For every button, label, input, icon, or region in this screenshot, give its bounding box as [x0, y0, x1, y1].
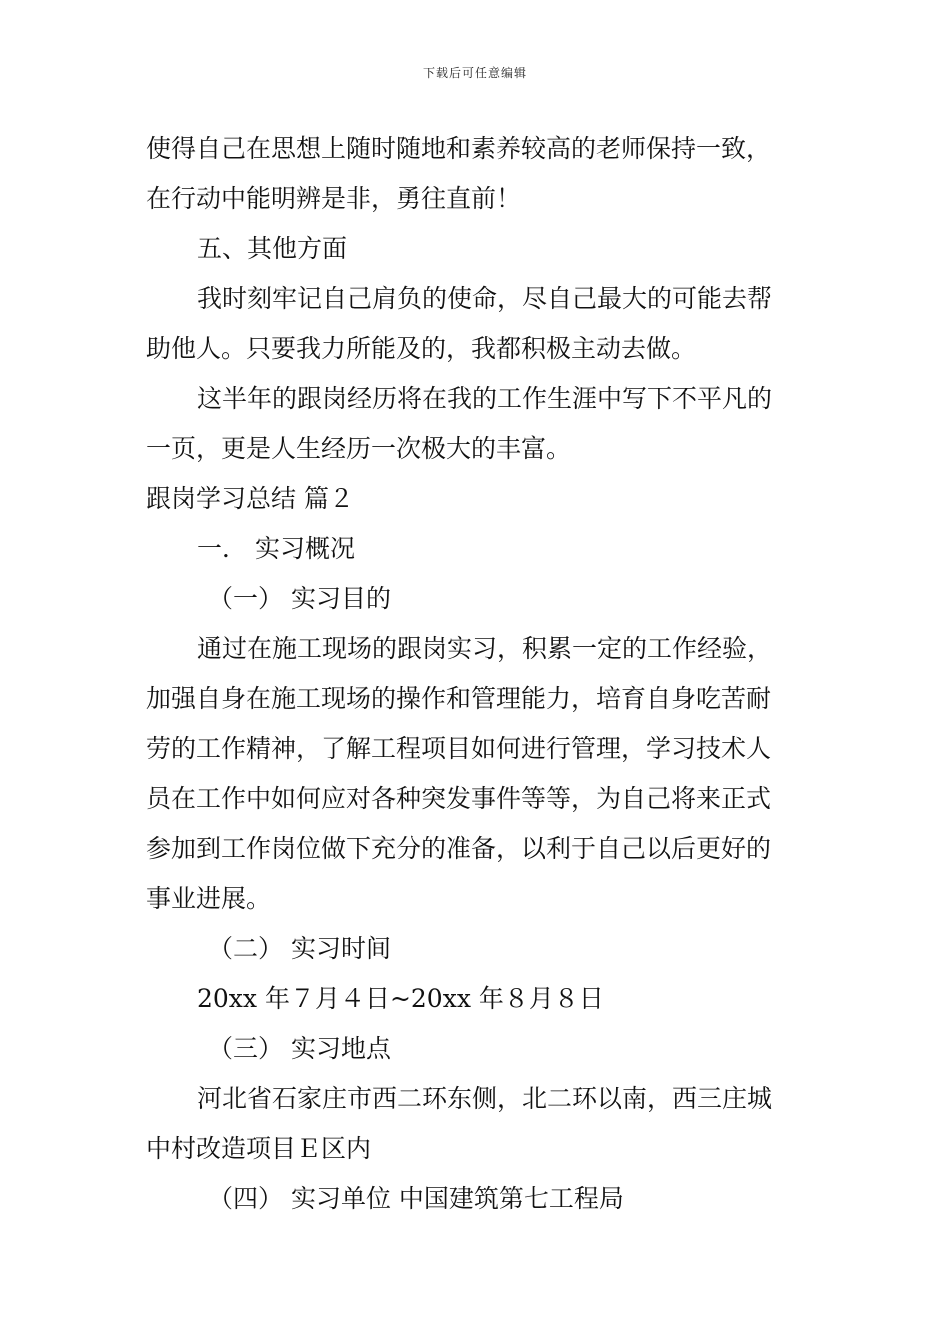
section-heading: 五、其他方面 — [197, 234, 348, 263]
paragraph-line: 在行动中能明辨是非，勇往直前！ — [146, 184, 522, 213]
paragraph-line: 员在工作中如何应对各种突发事件等等，为自己将来正式 — [146, 784, 772, 813]
paragraph-line: 助他人。只要我力所能及的，我都积极主动去做。 — [146, 334, 697, 363]
paragraph-line: 劳的工作精神，了解工程项目如何进行管理，学习技术人 — [146, 734, 772, 763]
paragraph-line: 通过在施工现场的跟岗实习，积累一定的工作经验， — [197, 634, 773, 663]
paragraph-line: 河北省石家庄市西二环东侧，北二环以南，西三庄城 — [197, 1084, 773, 1113]
paragraph-line: 20xx 年７月４日~20xx 年８月８日 — [197, 984, 604, 1013]
subsection-heading: （四） 实习单位 中国建筑第七工程局 — [208, 1184, 624, 1213]
paragraph-line: 一页，更是人生经历一次极大的丰富。 — [146, 434, 572, 463]
paragraph-line: 加强自身在施工现场的操作和管理能力，培育自身吃苦耐 — [146, 684, 772, 713]
paragraph-line: 使得自己在思想上随时随地和素养较高的老师保持一致， — [146, 134, 772, 163]
subsection-heading: （一） 实习目的 — [208, 584, 391, 613]
header-note: 下载后可任意编辑 — [422, 66, 527, 80]
paragraph-line: 事业进展。 — [146, 884, 272, 913]
paragraph-line: 参加到工作岗位做下充分的准备，以利于自己以后更好的 — [146, 834, 772, 863]
subsection-heading: （二） 实习时间 — [208, 934, 391, 963]
paragraph-line: 这半年的跟岗经历将在我的工作生涯中写下不平凡的 — [197, 384, 773, 413]
paragraph-line: 中村改造项目Ｅ区内 — [146, 1134, 372, 1163]
document-body — [146, 124, 816, 1224]
paragraph-line: 我时刻牢记自己肩负的使命，尽自己最大的可能去帮 — [197, 284, 773, 313]
section-heading: 一． 实习概况 — [197, 534, 355, 563]
subsection-heading: （三） 实习地点 — [208, 1034, 391, 1063]
article-title: 跟岗学习总结 篇２ — [146, 484, 354, 513]
